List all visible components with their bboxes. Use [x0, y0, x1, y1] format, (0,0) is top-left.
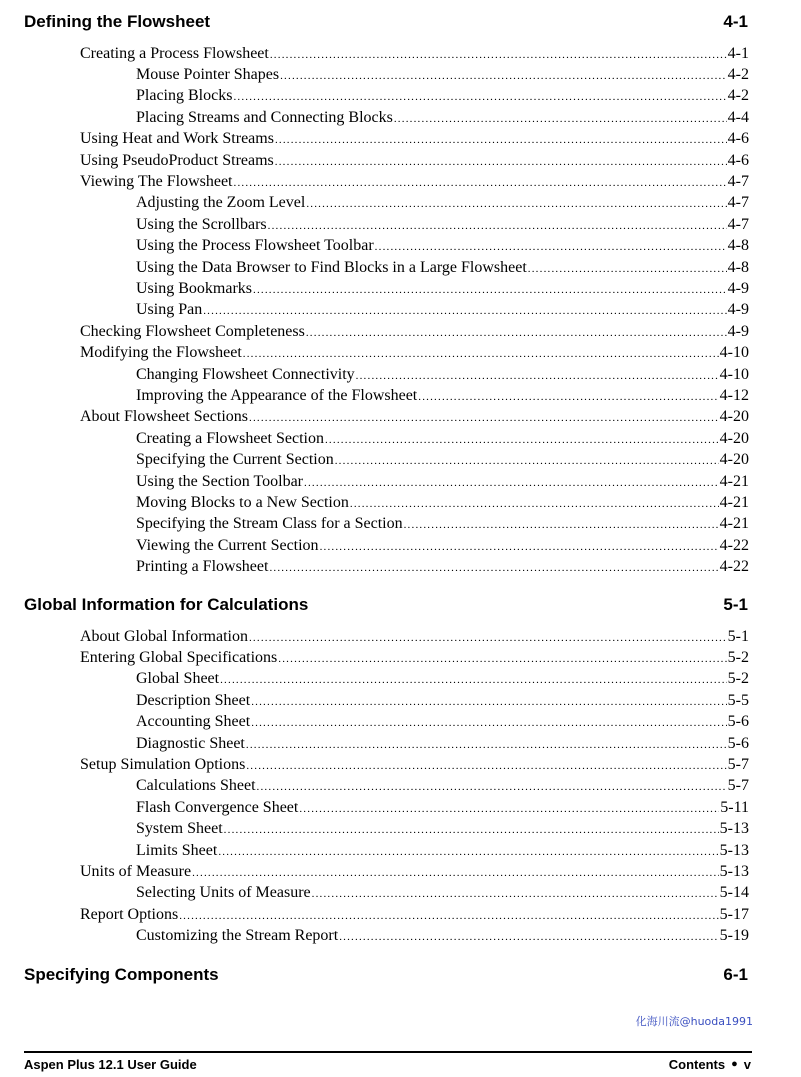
toc-subsection-entry[interactable]	[136, 797, 749, 818]
entry-page-number: 4-22	[719, 558, 749, 576]
dot-leader	[312, 884, 719, 905]
chapter-heading[interactable]	[24, 10, 748, 34]
toc-subsection-entry[interactable]	[136, 64, 749, 85]
toc-section-entry[interactable]	[80, 342, 749, 363]
entry-page-number: 4-1	[727, 44, 749, 62]
entry-label: Diagnostic Sheet	[136, 734, 245, 752]
toc-subsection-entry[interactable]	[136, 257, 749, 278]
dot-leader	[306, 194, 726, 215]
footer-section-label: Contents	[668, 1056, 726, 1072]
toc-section-entry[interactable]	[80, 861, 749, 882]
toc-subsection-entry[interactable]	[136, 214, 749, 235]
entry-page-number: 5-5	[727, 691, 749, 709]
chapter-heading[interactable]	[24, 963, 748, 987]
toc-section-entry[interactable]	[80, 904, 749, 925]
entry-label: Selecting Units of Measure	[136, 884, 311, 902]
toc-section-entry[interactable]	[80, 626, 749, 647]
dot-leader	[253, 280, 727, 301]
entry-page-number: 4-9	[727, 322, 749, 340]
dot-leader	[268, 216, 727, 237]
toc-subsection-entry[interactable]	[136, 775, 749, 796]
entry-page-number: 4-6	[727, 151, 749, 169]
entry-label: Accounting Sheet	[136, 713, 251, 731]
toc-subsection-entry[interactable]	[136, 925, 749, 946]
dot-leader	[220, 670, 727, 691]
dot-leader	[243, 344, 719, 365]
entry-label: Moving Blocks to a New Section	[136, 493, 349, 511]
entry-label: Specifying the Stream Class for a Section	[136, 515, 403, 533]
toc-subsection-entry[interactable]	[136, 107, 749, 128]
entry-page-number: 4-20	[719, 408, 749, 426]
entry-page-number: 5-17	[719, 905, 749, 923]
dot-leader	[275, 130, 727, 151]
entry-page-number: 4-12	[719, 386, 749, 404]
dot-leader	[203, 301, 726, 322]
entry-label: Using the Scrollbars	[136, 215, 267, 233]
toc-subsection-entry[interactable]	[136, 882, 749, 903]
toc-subsection-entry[interactable]	[136, 449, 749, 470]
entry-page-number: 5-13	[719, 841, 749, 859]
toc-section-entry[interactable]	[80, 171, 749, 192]
dot-leader	[350, 494, 719, 515]
toc-section-entry[interactable]	[80, 43, 749, 64]
toc-subsection-entry[interactable]	[136, 192, 749, 213]
toc-subsection-entry[interactable]	[136, 278, 749, 299]
dot-leader	[233, 87, 726, 108]
entry-label: Using the Section Toolbar	[136, 472, 304, 490]
dot-leader	[249, 628, 727, 649]
chapter-heading[interactable]	[24, 593, 748, 617]
chapter-title: Global Information for Calculations	[24, 595, 309, 614]
entry-label: Mouse Pointer Shapes	[136, 65, 280, 83]
entry-page-number: 4-10	[719, 344, 749, 362]
dot-leader	[280, 66, 727, 87]
entry-page-number: 5-19	[719, 927, 749, 945]
entry-page-number: 4-22	[719, 536, 749, 554]
dot-leader	[246, 756, 726, 777]
entry-page-number: 4-21	[719, 472, 749, 490]
chapter-page-number: 5-1	[723, 595, 748, 614]
toc-subsection-entry[interactable]	[136, 364, 749, 385]
dot-leader	[251, 692, 726, 713]
toc-subsection-entry[interactable]	[136, 471, 749, 492]
entry-label: System Sheet	[136, 820, 223, 838]
entry-page-number: 5-7	[727, 755, 749, 773]
entry-page-number: 5-14	[719, 884, 749, 902]
entry-label: Calculations Sheet	[136, 777, 256, 795]
entry-page-number: 5-6	[727, 713, 749, 731]
entry-label: Using the Data Browser to Find Blocks in a Large Flowsheet	[136, 258, 527, 276]
entry-page-number: 4-2	[727, 65, 749, 83]
dot-leader	[299, 799, 719, 820]
footer-page-number: v	[743, 1056, 751, 1072]
chapter-title: Specifying Components	[24, 965, 219, 984]
dot-leader	[179, 906, 718, 927]
toc-subsection-entry[interactable]	[136, 556, 749, 577]
entry-page-number: 4-21	[719, 515, 749, 533]
toc-subsection-entry[interactable]	[136, 733, 749, 754]
toc-subsection-entry[interactable]	[136, 428, 749, 449]
entry-label: Adjusting the Zoom Level	[136, 194, 306, 212]
entry-page-number: 5-7	[727, 777, 749, 795]
entry-page-number: 5-13	[719, 820, 749, 838]
entry-page-number: 4-7	[727, 172, 749, 190]
entry-label: Changing Flowsheet Connectivity	[136, 365, 355, 383]
entry-page-number: 4-10	[719, 365, 749, 383]
entry-label: Using Bookmarks	[136, 279, 252, 297]
entry-page-number: 4-9	[727, 279, 749, 297]
entry-page-number: 5-13	[719, 862, 749, 880]
entry-label: Modifying the Flowsheet	[80, 344, 242, 362]
dot-leader	[234, 173, 727, 194]
dot-leader	[335, 451, 719, 472]
toc-subsection-entry[interactable]	[136, 235, 749, 256]
entry-label: Description Sheet	[136, 691, 251, 709]
entry-label: Flash Convergence Sheet	[136, 798, 299, 816]
entry-page-number: 4-21	[719, 493, 749, 511]
entry-label: Improving the Appearance of the Flowsheet	[136, 386, 418, 404]
dot-leader	[339, 927, 718, 948]
entry-label: Using the Process Flowsheet Toolbar	[136, 237, 374, 255]
entry-page-number: 5-2	[727, 670, 749, 688]
dot-leader	[304, 473, 719, 494]
dot-leader	[192, 863, 719, 884]
dot-leader	[356, 366, 719, 387]
dot-leader	[251, 713, 726, 734]
entry-label: Placing Streams and Connecting Blocks	[136, 108, 393, 126]
toc-section-entry[interactable]	[80, 150, 749, 171]
chapter-title: Defining the Flowsheet	[24, 12, 211, 31]
entry-label: Viewing the Current Section	[136, 536, 319, 554]
toc-section-entry[interactable]	[80, 754, 749, 775]
entry-label: Using Pan	[136, 301, 203, 319]
entry-label: Checking Flowsheet Completeness	[80, 322, 305, 340]
toc-section-entry[interactable]	[80, 406, 749, 427]
entry-label: Limits Sheet	[136, 841, 218, 859]
dot-leader	[249, 408, 719, 429]
dot-leader	[270, 45, 727, 66]
toc-subsection-entry[interactable]	[136, 299, 749, 320]
entry-label: About Global Information	[80, 627, 248, 645]
entry-label: Printing a Flowsheet	[136, 558, 269, 576]
toc-subsection-entry[interactable]	[136, 818, 749, 839]
entry-label: Units of Measure	[80, 862, 192, 880]
toc-subsection-entry[interactable]	[136, 385, 749, 406]
toc-section-entry[interactable]	[80, 128, 749, 149]
dot-leader	[306, 323, 727, 344]
entry-label: Creating a Process Flowsheet	[80, 44, 269, 62]
toc-subsection-entry[interactable]	[136, 711, 749, 732]
entry-label: Customizing the Stream Report	[136, 927, 339, 945]
dot-leader	[275, 152, 727, 173]
entry-page-number: 4-20	[719, 429, 749, 447]
toc-subsection-entry[interactable]	[136, 492, 749, 513]
bullet-icon: ●	[731, 1058, 738, 1070]
toc-subsection-entry[interactable]	[136, 535, 749, 556]
dot-leader	[375, 237, 727, 258]
entry-label: Entering Global Specifications	[80, 648, 278, 666]
watermark: 化海川流@huoda1991	[635, 1015, 753, 1028]
entry-page-number: 4-9	[727, 301, 749, 319]
entry-page-number: 4-4	[727, 108, 749, 126]
dot-leader	[224, 820, 719, 841]
toc-subsection-entry[interactable]	[136, 85, 749, 106]
entry-label: Specifying the Current Section	[136, 451, 334, 469]
dot-leader	[257, 777, 727, 798]
entry-page-number: 4-7	[727, 194, 749, 212]
chapter-page-number: 6-1	[723, 965, 748, 984]
dot-leader	[528, 259, 727, 280]
entry-page-number: 4-20	[719, 451, 749, 469]
entry-page-number: 4-6	[727, 130, 749, 148]
entry-page-number: 4-8	[727, 237, 749, 255]
toc-subsection-entry[interactable]	[136, 513, 749, 534]
entry-label: Using PseudoProduct Streams	[80, 151, 274, 169]
entry-page-number: 4-2	[727, 87, 749, 105]
dot-leader	[269, 558, 718, 579]
entry-page-number: 5-2	[727, 648, 749, 666]
dot-leader	[325, 430, 719, 451]
entry-label: Using Heat and Work Streams	[80, 130, 274, 148]
entry-label: Global Sheet	[136, 670, 220, 688]
footer-page-info	[669, 1057, 751, 1072]
dot-leader	[394, 109, 727, 130]
footer-book-title: Aspen Plus 12.1 User Guide	[24, 1056, 197, 1072]
entry-page-number: 4-8	[727, 258, 749, 276]
dot-leader	[218, 842, 718, 863]
entry-label: Creating a Flowsheet Section	[136, 429, 324, 447]
toc-subsection-entry[interactable]	[136, 840, 749, 861]
toc-subsection-entry[interactable]	[136, 668, 749, 689]
entry-page-number: 5-6	[727, 734, 749, 752]
footer-divider	[24, 1051, 752, 1053]
entry-page-number: 4-7	[727, 215, 749, 233]
toc-subsection-entry[interactable]	[136, 690, 749, 711]
page-footer	[24, 1055, 751, 1073]
entry-page-number: 5-1	[727, 627, 749, 645]
toc-section-entry[interactable]	[80, 321, 749, 342]
entry-label: Setup Simulation Options	[80, 755, 246, 773]
dot-leader	[404, 515, 719, 536]
entry-label: About Flowsheet Sections	[80, 408, 248, 426]
entry-page-number: 5-11	[720, 798, 749, 816]
toc-section-entry[interactable]	[80, 647, 749, 668]
entry-label: Viewing The Flowsheet	[80, 172, 233, 190]
dot-leader	[278, 649, 726, 670]
dot-leader	[246, 735, 727, 756]
entry-label: Placing Blocks	[136, 87, 233, 105]
dot-leader	[320, 537, 719, 558]
dot-leader	[418, 387, 718, 408]
chapter-page-number: 4-1	[723, 12, 748, 31]
entry-label: Report Options	[80, 905, 179, 923]
